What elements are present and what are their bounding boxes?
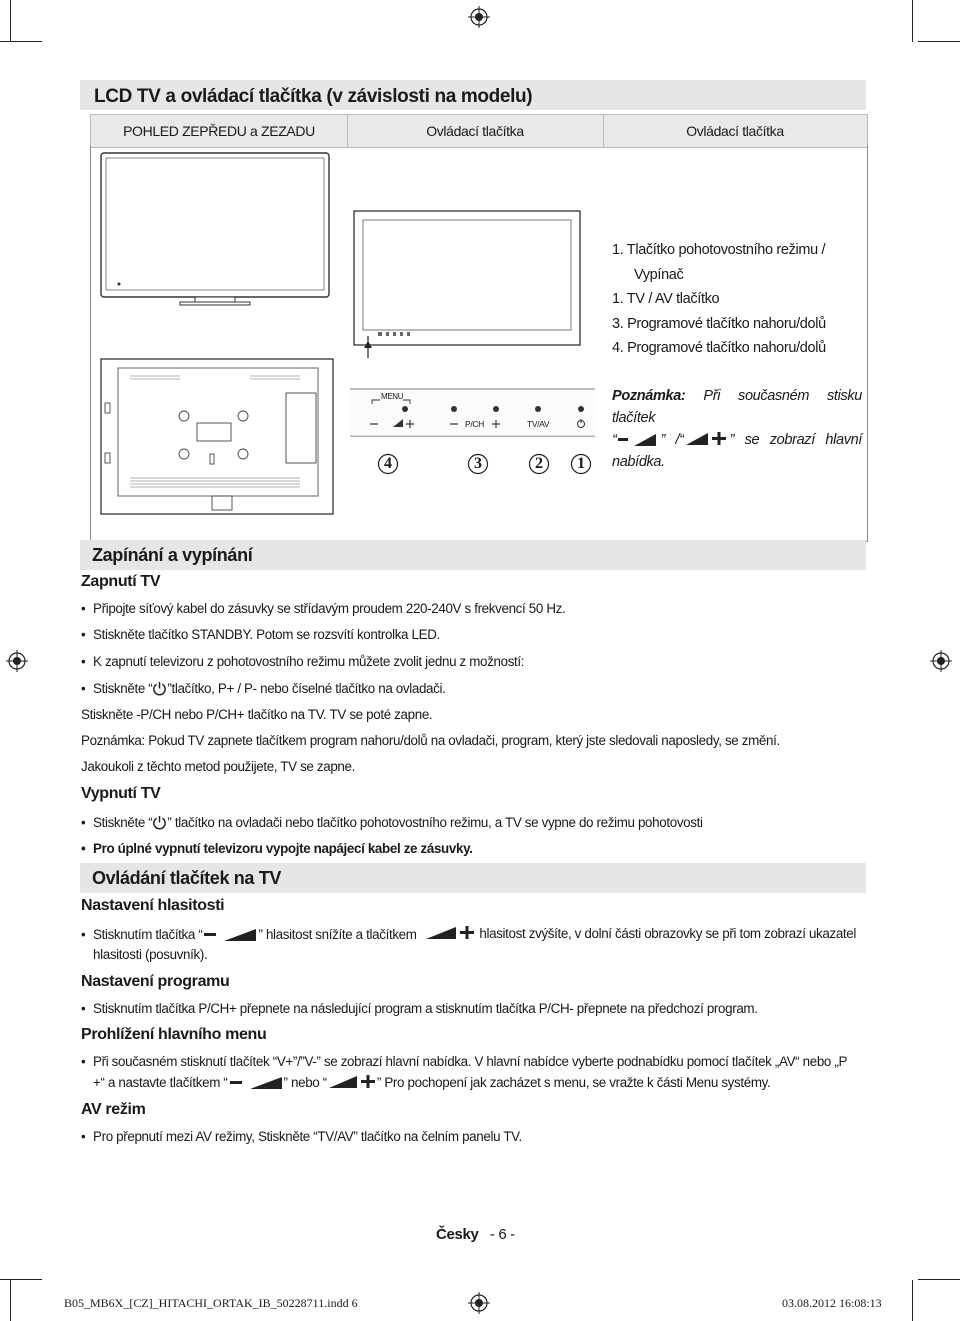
paragraph: Stiskněte -P/CH nebo P/CH+ tlačítko na TV. TV se poté zapne. [81,707,433,722]
subheading-program: Nastavení programu [81,973,230,990]
crop-mark [10,1280,11,1321]
subheading-power-on: Zapnutí TV [81,573,161,590]
power-icon [152,681,167,696]
control-item-3: 3. Programové tlačítko nahoru/dolů [612,315,826,332]
volume-up-icon [424,925,476,941]
number-4: 4 [384,455,392,472]
note-quote: “ [612,432,617,448]
subheading-power-off: Vypnutí TV [81,785,161,802]
volume-up-text: hlasitost zvýšíte, v dolní části obrazovky se při tom zobrazí ukazatel [424,925,856,941]
tv-back-icon [100,358,335,516]
number-2: 2 [535,455,543,472]
registration-mark-icon [6,650,28,672]
page-number: Česky - 6 - [436,1226,515,1243]
note-label: Poznámka: [612,388,686,404]
section-controls-bar [80,863,866,893]
menu-label: MENU [381,392,404,401]
crop-mark [10,0,11,42]
note-text-2: ” se zobrazí hlavní nabídka. [612,432,862,470]
controls-note [612,385,862,473]
crop-mark [912,0,913,42]
note-text-1: Při současném stisku tlačítek [612,388,862,426]
control-item-2: 1. TV / AV tlačítko [612,291,720,307]
crop-mark [918,1279,960,1280]
tv-controls-view-icon [353,210,583,358]
registration-mark-icon [468,1292,490,1314]
registration-mark-icon [930,650,952,672]
crop-mark [912,1280,913,1321]
table-header [90,114,868,148]
pch-label: P/CH [465,419,484,429]
section-controls-heading: Ovládání tlačítek na TV [92,868,282,888]
paragraph: Jakoukoli z těchto metod použijete, TV se zapne. [81,759,355,774]
control-item-4: 4. Programové tlačítko nahoru/dolů [612,340,826,356]
number-3: 3 [474,455,482,472]
number-1: 1 [577,455,585,472]
subheading-volume: Nastavení hlasitosti [81,897,225,914]
print-date: 03.08.2012 16:08:13 [782,1296,882,1310]
section-onoff-bar [80,540,866,570]
crop-mark [918,41,960,42]
note-mid: ” /“ [660,432,684,448]
power-icon [152,815,167,830]
registration-mark-icon [468,6,490,28]
volume-up-icon [327,1074,377,1090]
subheading-main-menu: Prohlížení hlavního menu [81,1026,267,1043]
page-title: LCD TV a ovládací tlačítka (v závislosti na modelu) [94,86,533,107]
crop-mark [0,1279,42,1280]
crop-mark [0,41,42,42]
control-list [612,238,862,361]
paragraph: Poznámka: Pokud TV zapnete tlačítkem program nahoru/dolů na ovladači, program, který jste sledovali naposledy, se změní. [81,733,780,748]
file-name: B05_MB6X_[CZ]_HITACHI_ORTAK_IB_50228711.indd 6 [64,1296,358,1310]
header-controls-2: Ovládací tlačítka [686,123,784,139]
header-controls: Ovládací tlačítka [426,123,524,139]
section-onoff-heading: Zapínání a vypínání [92,545,253,565]
volume-down-icon [616,433,660,447]
header-front-back: POHLED ZEPŘEDU a ZEZADU [123,123,315,139]
paragraph: +“ a nastavte tlačítkem “ ” nebo “ ” Pro pochopení jak zacházet s menu, se vražte k části Menu systémy. [93,1075,771,1090]
volume-down-icon [228,1076,284,1090]
subheading-av-mode: AV režim [81,1101,146,1118]
page-title-bar [80,80,866,110]
tvav-label: TV/AV [527,419,550,429]
volume-up-icon [684,431,730,447]
tv-front-icon [100,152,332,312]
volume-down-icon [202,928,258,942]
paragraph: hlasitosti (posuvník). [93,947,208,962]
control-item-1: 1. Tlačítko pohotovostního režimu / Vypínač [612,242,826,283]
